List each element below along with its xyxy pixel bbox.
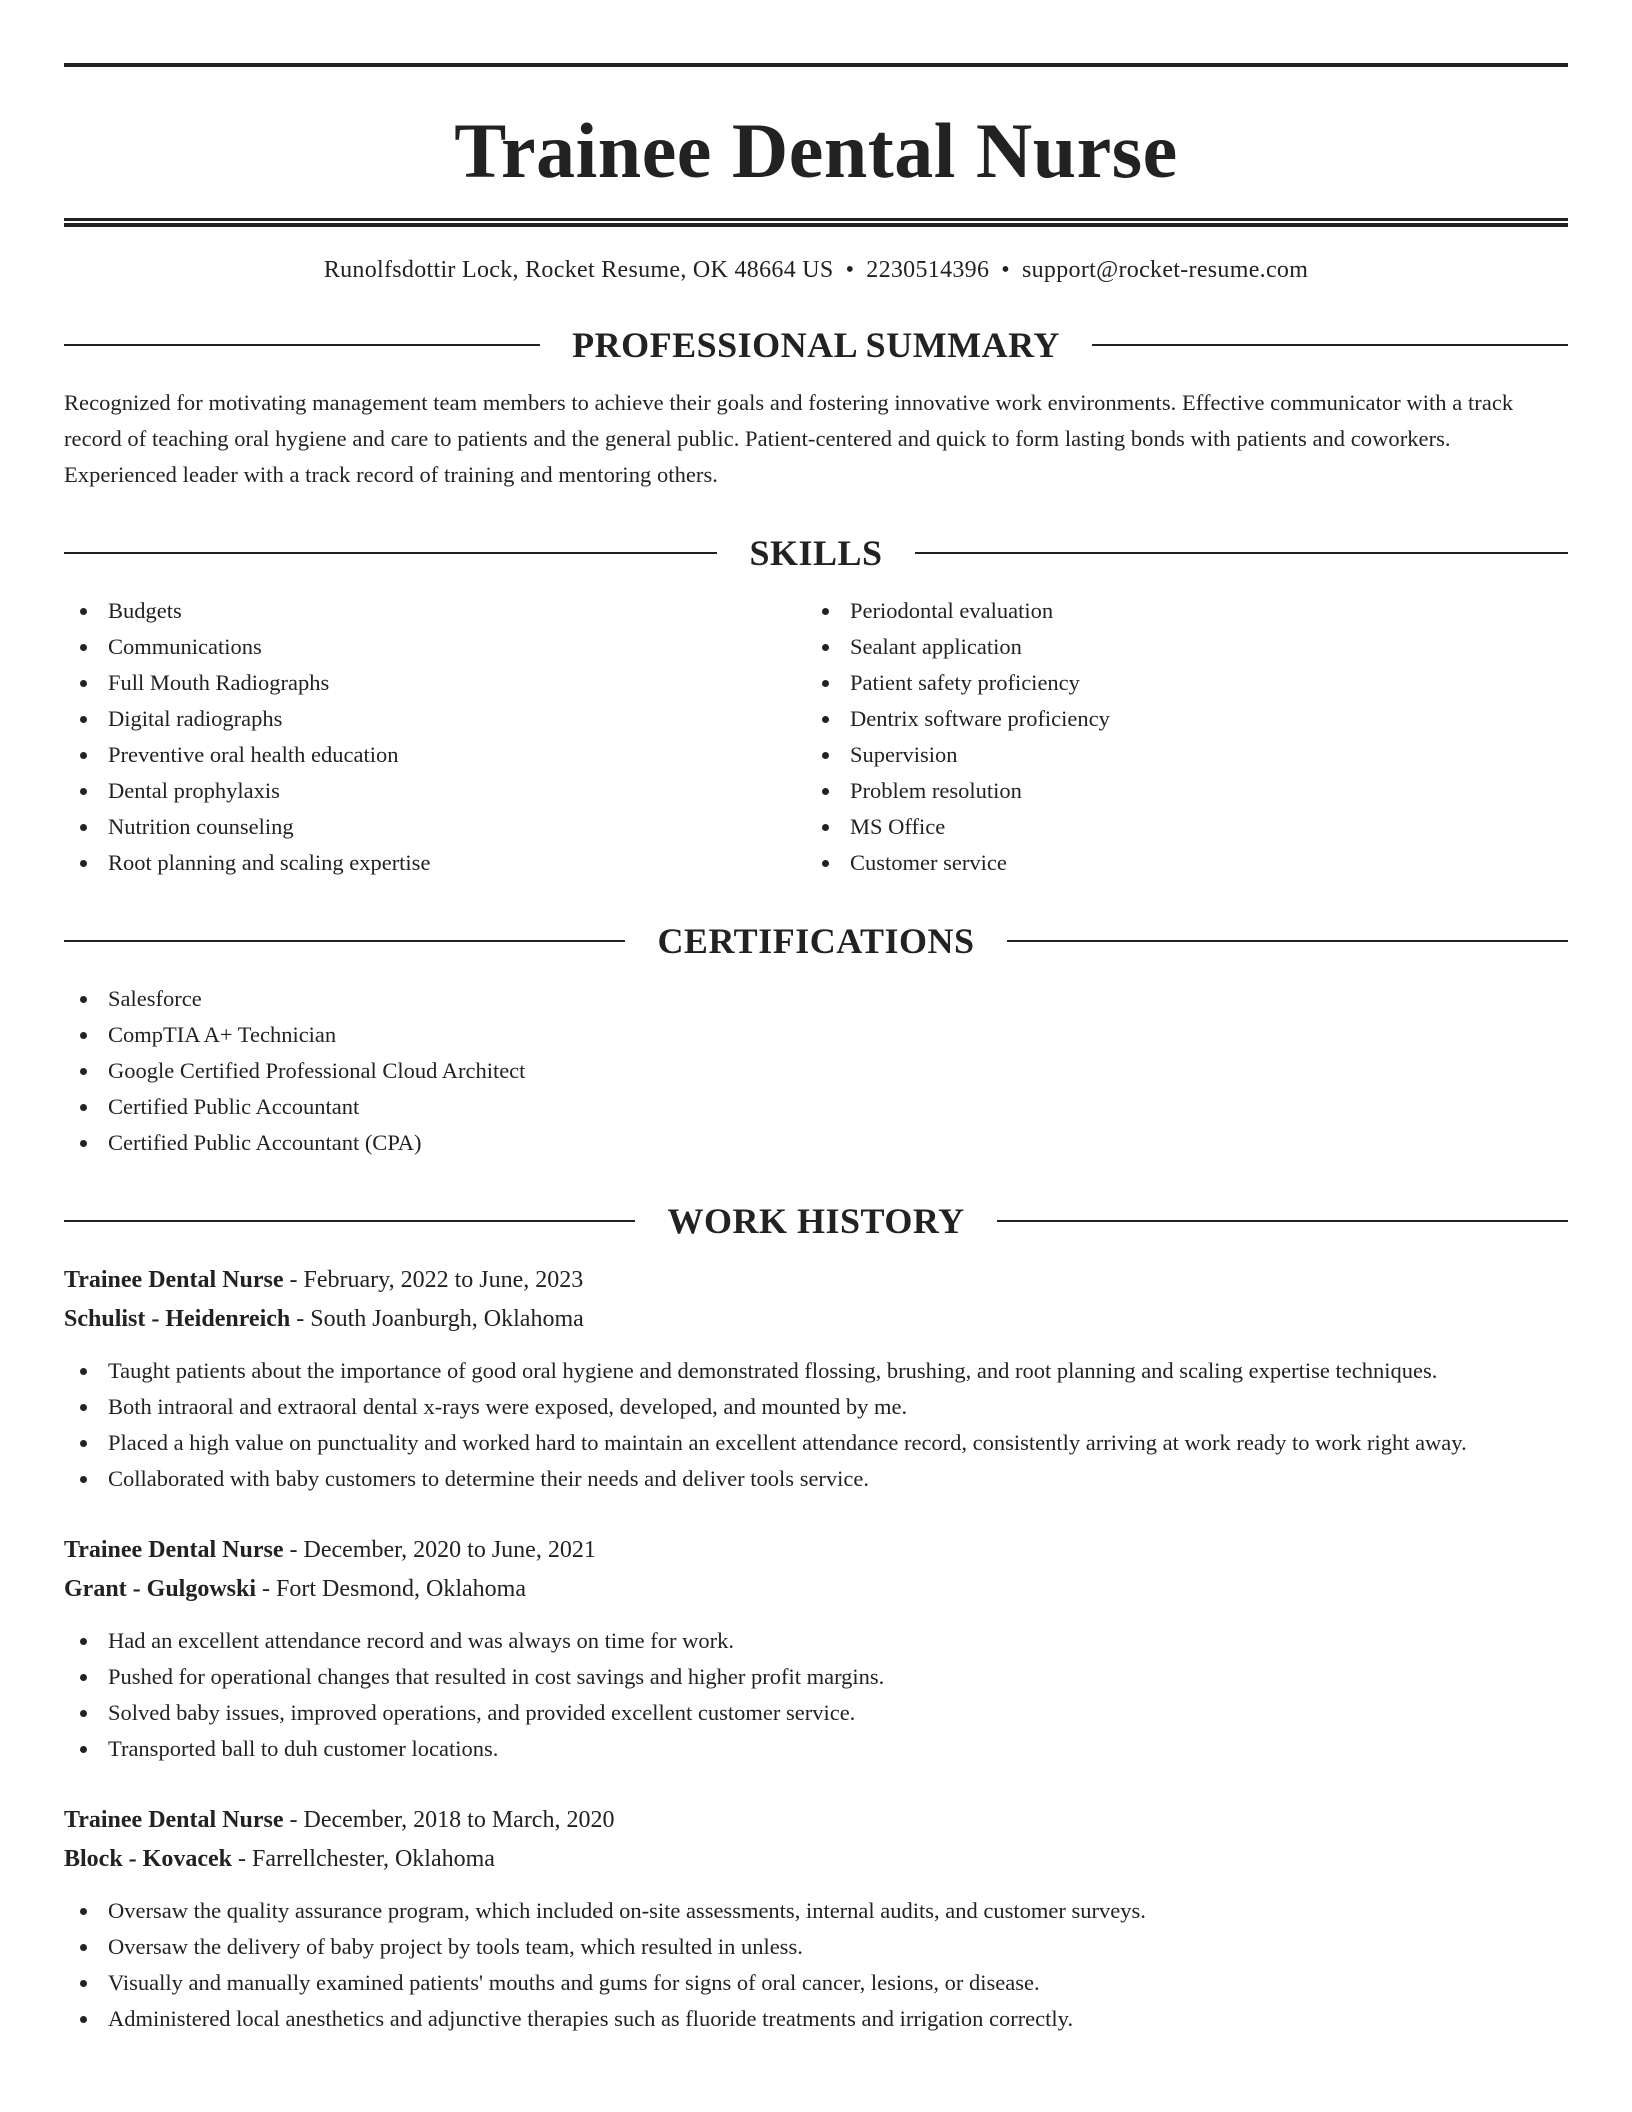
job-company-line [64,1570,1568,1609]
job-bullet: Taught patients about the importance of good oral hygiene and demonstrated flossing, brushing, and root planning and scaling expertise techniques. [64,1353,1568,1389]
heading-rule-left [64,344,540,346]
skills-right-list [806,593,1548,881]
top-rule [64,63,1568,67]
heading-rule-right [997,1220,1568,1222]
skill-item: Dentrix software proficiency [806,701,1548,737]
certification-item: CompTIA A+ Technician [64,1017,1568,1053]
job-bullet: Oversaw the quality assurance program, which included on-site assessments, internal audits, and customer surveys. [64,1893,1568,1929]
job-dash: - [283,1807,304,1833]
skills-columns [64,593,1568,881]
job-bullet: Placed a high value on punctuality and worked hard to maintain an excellent attendance record, consistently arriving at work ready to work right away. [64,1425,1568,1461]
contact-separator: • [1001,257,1010,283]
summary-text: Recognized for motivating management team members to achieve their goals and fostering innovative work environments. Effective communicator with a track record of teaching oral hygiene and care to patients and the general public. Patient-centered and quick to form lasting bonds with patients and coworkers. Experienced leader with a track record of training and mentoring others. [64,390,1514,487]
skill-item: Sealant application [806,629,1548,665]
job-bullet: Had an excellent attendance record and was always on time for work. [64,1623,1568,1659]
skill-item: Nutrition counseling [64,809,806,845]
job-dates: December, 2020 to June, 2021 [303,1537,596,1563]
skill-item: Root planning and scaling expertise [64,845,806,881]
work-history-list [64,1261,1568,2037]
certifications-list [64,981,1568,1161]
job-title-line [64,1801,1568,1840]
job-bullet: Transported ball to duh customer locations. [64,1731,1568,1767]
job-entry [64,1261,1568,1497]
skill-item: Periodontal evaluation [806,593,1548,629]
summary-title: PROFESSIONAL SUMMARY [572,325,1060,365]
skill-item: Dental prophylaxis [64,773,806,809]
work-title: WORK HISTORY [667,1201,965,1241]
job-bullet: Solved baby issues, improved operations, and provided excellent customer service. [64,1695,1568,1731]
candidate-name: Trainee Dental Nurse [454,107,1178,194]
job-dash: - [256,1576,277,1602]
heading-rule-right [915,552,1568,554]
job-title-line [64,1261,1568,1300]
job-location: Fort Desmond, Oklahoma [276,1576,527,1602]
contact-phone: 2230514396 [866,257,990,283]
job-dash: - [283,1537,304,1563]
name-double-rule [64,218,1568,227]
certifications-title: CERTIFICATIONS [657,921,975,961]
work-section-heading [64,1201,1568,1241]
job-bullets [64,1353,1568,1497]
skill-item: Customer service [806,845,1548,881]
contact-address: Runolfsdottir Lock, Rocket Resume, OK 48664 US [323,257,834,283]
heading-rule-left [64,940,625,942]
job-company-line [64,1300,1568,1339]
skill-item: Budgets [64,593,806,629]
job-dash: - [290,1306,311,1332]
job-location: South Joanburgh, Oklahoma [310,1306,584,1332]
skill-item: Communications [64,629,806,665]
job-company: Grant - Gulgowski [64,1576,257,1602]
skills-title: SKILLS [749,533,883,573]
skill-item: Preventive oral health education [64,737,806,773]
skill-item: Patient safety proficiency [806,665,1548,701]
job-bullet: Visually and manually examined patients' mouths and gums for signs of oral cancer, lesions, or disease. [64,1965,1568,2001]
job-company: Schulist - Heidenreich [64,1306,291,1332]
skill-item: MS Office [806,809,1548,845]
job-bullet: Collaborated with baby customers to determine their needs and deliver tools service. [64,1461,1568,1497]
job-company: Block - Kovacek [64,1846,232,1872]
job-bullet: Pushed for operational changes that resulted in cost savings and higher profit margins. [64,1659,1568,1695]
job-bullet: Oversaw the delivery of baby project by tools team, which resulted in unless. [64,1929,1568,1965]
job-bullets [64,1623,1568,1767]
job-bullets [64,1893,1568,2037]
job-role: Trainee Dental Nurse [64,1537,284,1563]
job-dash: - [232,1846,252,1872]
job-dash: - [283,1267,304,1293]
job-entry [64,1531,1568,1767]
job-role: Trainee Dental Nurse [64,1267,284,1293]
heading-rule-left [64,1220,635,1222]
job-location: Farrellchester, Oklahoma [252,1846,495,1872]
certification-item: Salesforce [64,981,1568,1017]
job-dates: December, 2018 to March, 2020 [303,1807,615,1833]
job-company-line [64,1840,1568,1879]
certification-item: Certified Public Accountant (CPA) [64,1125,1568,1161]
job-role: Trainee Dental Nurse [64,1807,284,1833]
contact-email: support@rocket-resume.com [1021,257,1309,283]
job-entry [64,1801,1568,2037]
job-bullet: Administered local anesthetics and adjunctive therapies such as fluoride treatments and irrigation correctly. [64,2001,1568,2037]
skill-item: Digital radiographs [64,701,806,737]
skill-item: Full Mouth Radiographs [64,665,806,701]
summary-section-heading [64,325,1568,365]
heading-rule-right [1092,344,1568,346]
heading-rule-left [64,552,717,554]
contact-line [64,255,1568,285]
certification-item: Google Certified Professional Cloud Architect [64,1053,1568,1089]
job-dates: February, 2022 to June, 2023 [303,1267,584,1293]
skill-item: Supervision [806,737,1548,773]
certification-item: Certified Public Accountant [64,1089,1568,1125]
certifications-section-heading [64,921,1568,961]
skill-item: Problem resolution [806,773,1548,809]
job-bullet: Both intraoral and extraoral dental x-rays were exposed, developed, and mounted by me. [64,1389,1568,1425]
heading-rule-right [1007,940,1568,942]
skills-left-list [64,593,806,881]
job-title-line [64,1531,1568,1570]
skills-section-heading [64,533,1568,573]
contact-separator: • [845,257,855,283]
